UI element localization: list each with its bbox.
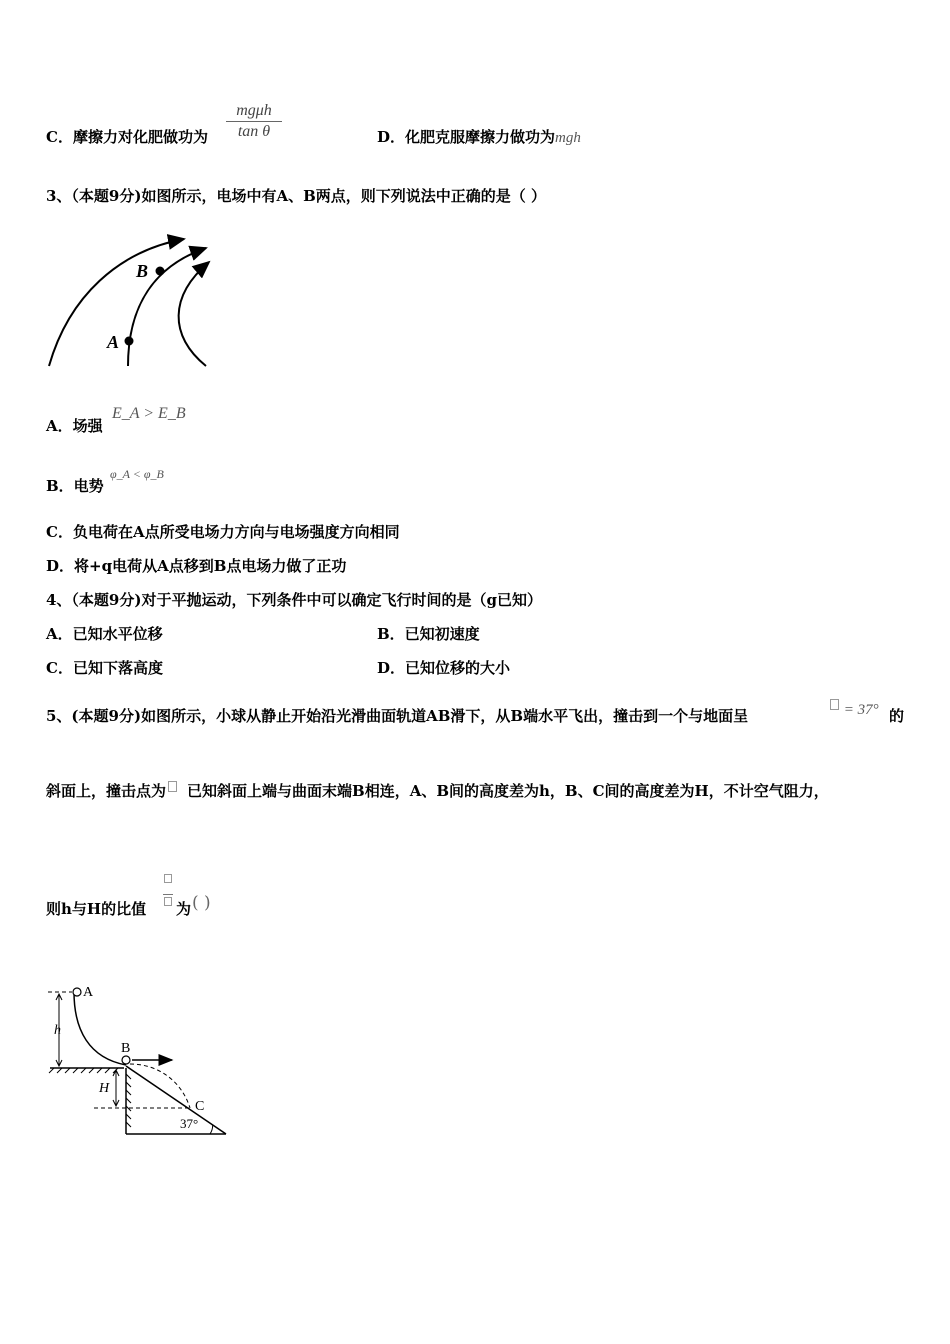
ratio-numerator-icon (164, 874, 172, 883)
q5-line-3 (46, 899, 146, 919)
q3-option-a-math: E_A > E_B (112, 405, 186, 422)
point-a-label: A (107, 332, 120, 352)
q5-line-1-text: 5、(本题9分)如图所示，小球从静止开始沿光滑曲面轨道AB滑下，从B端水平飞出，撞击到一个与地面呈 (46, 707, 749, 725)
fig-label-h: h (54, 1023, 61, 1038)
q3-option-d: D．将+q电荷从A点移到B点电场力做了正功 (46, 557, 347, 575)
ball-b (122, 1056, 130, 1064)
q4-option-b: B．已知初速度 (377, 625, 480, 643)
point-placeholder-icon (168, 781, 177, 792)
q2-option-d (377, 127, 581, 148)
electric-field-figure (44, 226, 224, 386)
q2-option-c-fraction (226, 102, 282, 141)
q2-option-c-numerator: mgμh (236, 102, 272, 119)
q3-option-a (46, 416, 103, 436)
angle-arc (210, 1125, 213, 1134)
q2-option-d-label: D．化肥克服摩擦力做功为 (377, 128, 556, 146)
q5-line-2 (46, 781, 829, 801)
q3-option-b-label: B．电势 (46, 477, 104, 495)
q3-option-c: C．负电荷在A点所受电场力方向与电场强度方向相同 (46, 523, 400, 541)
fig-label-c: C (195, 1099, 205, 1114)
trajectory-path (130, 1064, 190, 1108)
fig-label-H: H (99, 1081, 110, 1096)
q2-option-c (46, 127, 208, 147)
slope-line (126, 1066, 226, 1134)
point-a-dot (125, 337, 134, 346)
curved-track (74, 992, 126, 1065)
point-b-label: B (136, 261, 149, 281)
q5-line-3-b: 为 (176, 900, 192, 918)
fraction-bar (163, 894, 173, 895)
q3-option-a-label: A．场强 (46, 417, 103, 435)
ball-a (73, 988, 81, 996)
q2-option-c-denominator: tan θ (237, 123, 271, 140)
fig-label-angle: 37° (180, 1116, 199, 1131)
fig-label-a: A (83, 985, 94, 1000)
q4-stem: 4、（本题9分)对于平抛运动，下列条件中可以确定飞行时间的是（g已知） (46, 591, 542, 609)
q5-line-1 (46, 706, 748, 726)
q2-option-d-math: mgh (555, 130, 581, 146)
q5-line-2-b: 已知斜面上端与曲面末端B相连，A、B间的高度差为h，B、C间的高度差为H，不计空气阻力， (187, 782, 829, 800)
q5-line-1-end: 的 (889, 707, 905, 725)
ratio-denominator-icon (164, 897, 172, 906)
q3-option-b-math: φ_A < φ_B (110, 467, 164, 481)
q4-option-d: D．已知位移的大小 (377, 659, 511, 677)
q5-angle-math: = 37° (843, 702, 879, 718)
theta-placeholder-icon (830, 699, 839, 710)
q4-option-a: A．已知水平位移 (46, 625, 163, 643)
q3-option-b (46, 476, 104, 496)
fig-label-b: B (121, 1041, 131, 1056)
q4-option-c: C．已知下落高度 (46, 659, 163, 677)
fraction-bar (226, 121, 282, 122)
projectile-slope-figure (44, 980, 234, 1140)
q5-line-2-a: 斜面上，撞击点为 (46, 782, 167, 800)
q5-angle-expression (830, 699, 879, 720)
q5-line-3-a: 则h与H的比值 (46, 900, 147, 918)
q5-ratio-fraction (163, 874, 173, 915)
q5-answer-paren: ( ) (192, 893, 211, 913)
point-b-dot (156, 267, 165, 276)
field-line-right (179, 262, 209, 366)
q2-option-c-label: C．摩擦力对化肥做功为 (46, 128, 208, 146)
q3-stem: 3、（本题9分)如图所示，电场中有A、B两点，则下列说法中正确的是（ ） (46, 187, 547, 205)
